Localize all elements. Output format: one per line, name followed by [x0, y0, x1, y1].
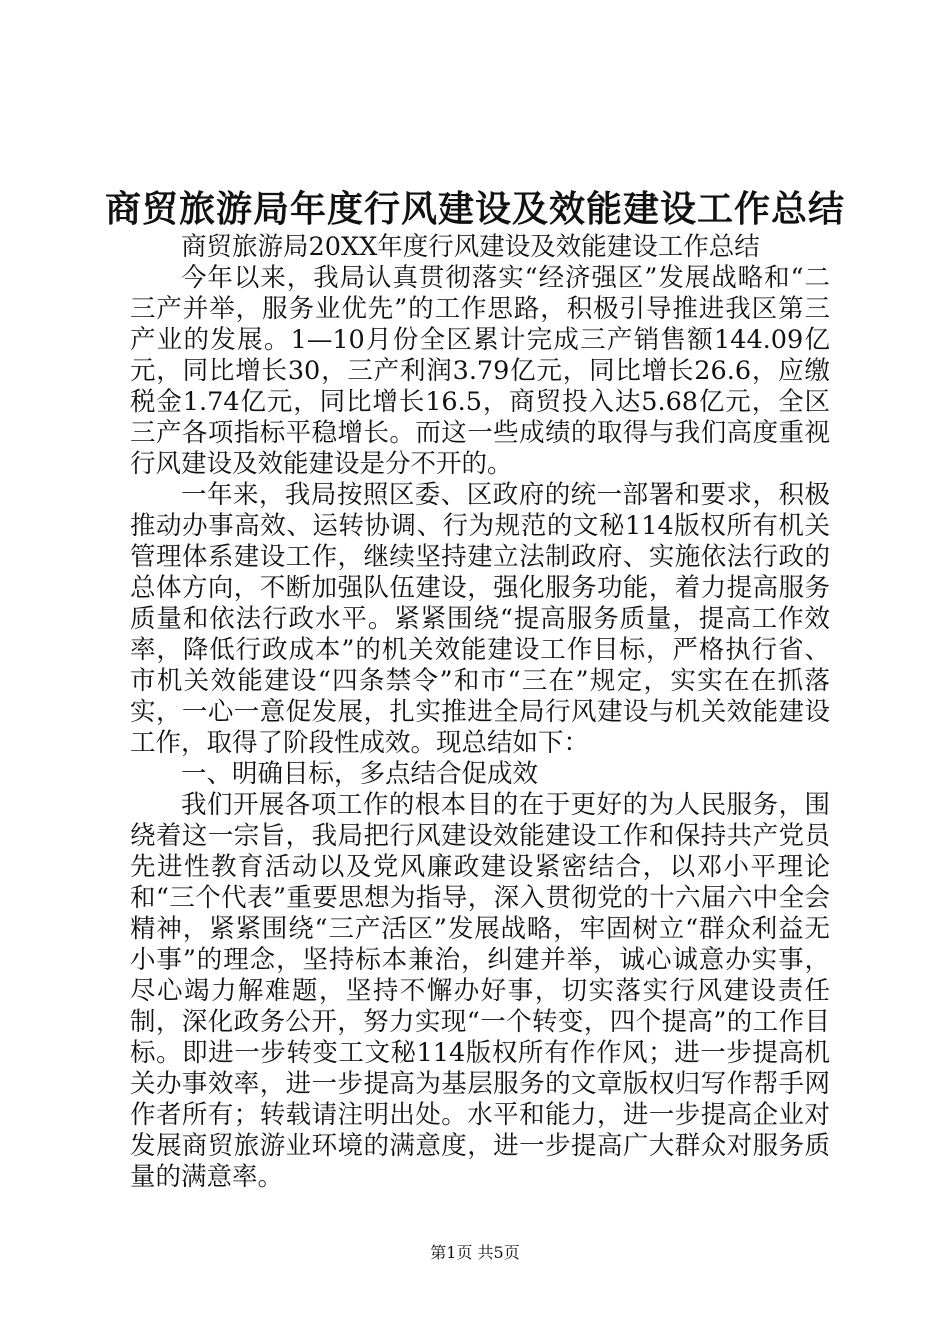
document-title: 商贸旅游局年度行风建设及效能建设工作总结	[104, 188, 845, 230]
subtitle-paragraph: 商贸旅游局20XX年度行风建设及效能建设工作总结	[181, 232, 760, 262]
page-number: 第1页 共5页	[430, 1243, 520, 1262]
document-body	[130, 232, 830, 1193]
body-paragraph: 今年以来，我局认真贯彻落实“经济强区”发展战略和“二三产并举，服务业优先”的工作思路，积极引导推进我区第三产业的发展。1—10月份全区累计完成三产销售额144.09亿元，同比增长30，三产利润3.79亿元，同比增长26.6，应缴税金1.74亿元，同比增长16.5，商贸投入达5.68亿元，全区三产各项指标平稳增长。而这一些成绩的取得与我们高度重视行风建设及效能建设是分不开的。	[130, 263, 830, 479]
section-heading: 一、明确目标，多点结合促成效	[181, 759, 539, 789]
body-paragraph: 一年来，我局按照区委、区政府的统一部署和要求，积极推动办事高效、运转协调、行为规范的文秘114版权所有机关管理体系建设工作，继续坚持建立法制政府、实施依法行政的总体方向，不断加强队伍建设，强化服务功能，着力提高服务质量和依法行政水平。紧紧围绕“提高服务质量，提高工作效率，降低行政成本”的机关效能建设工作目标，严格执行省、市机关效能建设“四条禁令”和市“三在”规定，实实在在抓落实，一心一意促发展，扎实推进全局行风建设与机关效能建设工作，取得了阶段性成效。现总结如下：	[130, 480, 830, 758]
body-paragraph: 我们开展各项工作的根本目的在于更好的为人民服务，围绕着这一宗旨，我局把行风建设效能建设工作和保持共产党员先进性教育活动以及党风廉政建设紧密结合，以邓小平理论和“三个代表”重要思想为指导，深入贯彻党的十六届六中全会精神，紧紧围绕“三产活区”发展战略，牢固树立“群众利益无小事”的理念，坚持标本兼治，纠建并举，诚心诚意办实事，尽心竭力解难题，坚持不懈办好事，切实落实行风建设责任制，深化政务公开，努力实现“一个转变，四个提高”的工作目标。即进一步转变工文秘114版权所有作作风；进一步提高机关办事效率，进一步提高为基层服务的文章版权归写作帮手网作者所有；转载请注明出处。水平和能力，进一步提高企业对发展商贸旅游业环境的满意度，进一步提高广大群众对服务质量的满意率。	[130, 790, 830, 1192]
